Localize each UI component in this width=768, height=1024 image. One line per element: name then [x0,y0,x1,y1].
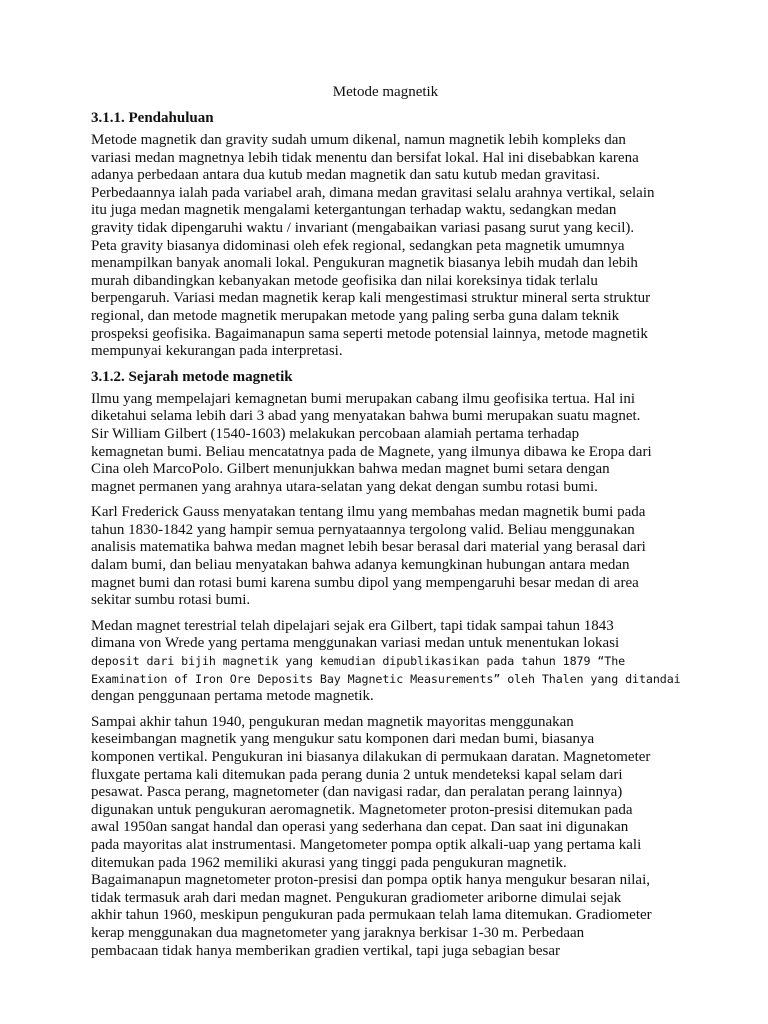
text-line: magnet bumi dan rotasi bumi karena sumbu dipol yang mempengaruhi besar medan di area [91,574,639,591]
text-line: Examination of Iron Ore Deposits Bay Magnetic Measurements” oleh Thalen yang ditandai [91,671,681,686]
text-line: pembacaan tidak hanya memberikan gradien vertikal, tapi juga sebagian besar [91,942,560,959]
paragraph [91,391,680,497]
text-line: pada mayoritas alat instrumentasi. Mangetometer pompa optik alkali-uap yang pertama kali [91,836,642,853]
text-line: komponen vertikal. Pengukuran ini biasanya dilakukan di permukaan daratan. Magnetometer [91,749,651,765]
text-line: Bagaimanapun magnetometer proton-presisi dan pompa optik hanya mengukur besaran nilai, [91,872,651,889]
text-line: Metode magnetik dan gravity sudah umum dikenal, namun magnetik lebih kompleks dan [91,132,626,148]
section-heading-pendahuluan: 3.1.1. Pendahuluan [91,110,214,126]
text-line: fluxgate pertama kali ditemukan pada perang dunia 2 untuk mendeteksi kapal selam dari [91,766,623,783]
text-line: digunakan untuk pengukuran aeromagnetik. Magnetometer proton-presisi ditemukan pada [91,801,633,818]
text-line: regional, dan metode magnetik merupakan metode yang paling serba guna dalam teknik [91,307,620,324]
text-line: akhir tahun 1960, meskipun pengukuran pada permukaan telah lama ditemukan. Gradiometer [91,907,652,924]
text-line: variasi medan magnetnya lebih tidak menentu dan bersifat lokal. Hal ini disebabkan karena [91,149,639,166]
text-line: magnet permanen yang arahnya utara-selatan yang dekat dengan sumbu rotasi bumi. [91,478,598,495]
section-heading-sejarah: 3.1.2. Sejarah metode magnetik [91,368,293,385]
text-line: pesawat. Pasca perang, magnetometer (dan navigasi radar, dan peralatan perang lainnya) [91,784,623,801]
text-line: keseimbangan magnetik yang mengukur satu komponen dari medan bumi, biasanya [91,731,595,748]
text-line: awal 1950an sangat handal dan operasi yang sederhana dan cepat. Dan saat ini digunakan [91,819,629,836]
text-line: menampilkan banyak anomali lokal. Pengukuran magnetik biasanya lebih mudah dan lebih [91,255,638,272]
text-line: diketahui selama lebih dari 3 abad yang menyatakan bahwa bumi merupakan suatu magnet. [91,408,641,425]
text-line: prospeksi geofisika. Bagaimanapun sama seperti metode potensial lainnya, metode magnetik [91,325,648,342]
text-line: Peta gravity biasanya didominasi oleh efek regional, sedangkan peta magnetik umumnya [91,237,625,254]
text-line: Cina oleh MarcoPolo. Gilbert menunjukkan bahwa medan magnet bumi setara dengan [91,461,610,478]
text-line: Karl Frederick Gauss menyatakan tentang ilmu yang membahas medan magnetik bumi pada [91,504,646,521]
text-line: mempunyai kekurangan pada interpretasi. [91,343,343,360]
text-line: tahun 1830-1842 yang hampir semua pernyataannya tergolong valid. Beliau menggunakan [91,521,635,538]
text-line: berpengaruh. Variasi medan magnetik kerap kali mengestimasi struktur mineral serta struktur [91,290,651,307]
text-line: Perbedaannya ialah pada variabel arah, dimana medan gravitasi selalu arahnya vertikal, selain [91,184,655,201]
text-line: Sampai akhir tahun 1940, pengukuran medan magnetik mayoritas menggunakan [91,713,574,730]
text-line: adanya perbedaan antara dua kutub medan magnetik dan satu kutub medan gravitasi. [91,167,600,184]
text-line: tidak termasuk arah dari medan magnet. Pengukuran gradiometer ariborne dimulai sejak [91,889,622,906]
text-line: kemagnetan bumi. Beliau mencatatnya pada de Magnete, yang ilmunya dibawa ke Eropa dari [91,443,652,460]
text-line: dalam bumi, dan beliau menyatakan bahwa adanya kemungkinan hubungan antara medan [91,557,630,574]
document-title: Metode magnetik [332,84,439,100]
text-line: Sir William Gilbert (1540-1603) melakukan percobaan alamiah pertama terhadap [91,425,580,442]
text-line: Medan magnet terestrial telah dipelajari sejak era Gilbert, tapi tidak sampai tahun 1843 [91,617,614,634]
text-line: kerap menggunakan dua magnetometer yang jaraknya berkisar 1-30 m. Perbedaan [91,924,585,941]
paragraph [91,132,680,361]
text-line: dengan penggunaan pertama metode magnetik. [91,688,374,705]
paragraph [91,714,680,960]
text-line: analisis matematika bahwa medan magnet lebih besar berasal dari material yang berasal dari [91,539,646,556]
text-line: murah dibandingkan kebanyakan metode geofisika dan nilai koreksinya tidak terlalu [91,272,598,289]
text-line: Ilmu yang mempelajari kemagnetan bumi merupakan cabang ilmu geofisika tertua. Hal ini [91,390,635,407]
text-line: ditemukan pada 1962 memiliki akurasi yang tinggi pada pengukuran magnetik. [91,854,567,871]
text-line: sekitar sumbu rotasi bumi. [91,592,251,609]
text-line: itu juga medan magnetik mengalami ketergantungan terhadap waktu, sedangkan medan [91,202,617,219]
paragraph [91,504,680,610]
paragraph [91,618,680,706]
text-line: deposit dari bijih magnetik yang kemudian dipublikasikan pada tahun 1879 “The [91,654,626,669]
text-line: gravity tidak dipengaruhi waktu / invariant (mengabaikan variasi pasang surut yang kecil). [91,219,635,236]
text-line: dimana von Wrede yang pertama menggunakan variasi medan untuk menentukan lokasi [91,635,620,652]
